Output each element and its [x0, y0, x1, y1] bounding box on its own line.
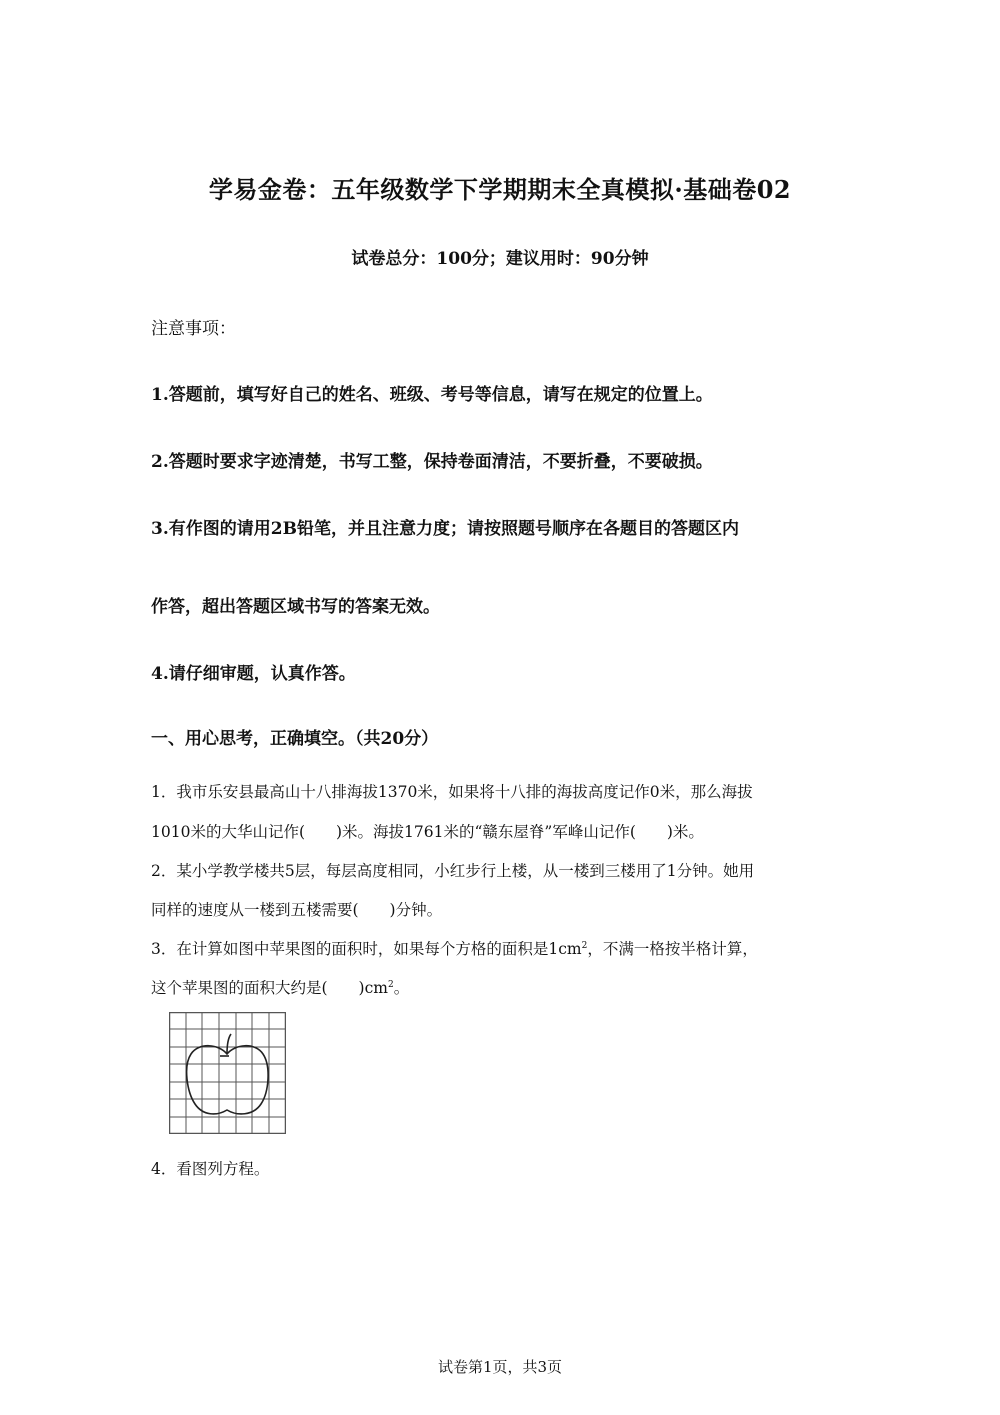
question-3-line-2: 这个苹果图的面积大约是( )$cm^2$。 — [151, 979, 410, 997]
superscript: 2 — [387, 980, 394, 990]
note-item: 4.请仔细审题，认真作答。 — [151, 664, 356, 684]
note-item: 1.答题前，填写好自己的姓名、班级、考号等信息，请写在规定的位置上。 — [151, 385, 713, 405]
exam-info: 试卷总分：100分；建议用时：90分钟 — [351, 249, 649, 269]
note-item: 3.有作图的请用2B铅笔，并且注意力度；请按照题号顺序在各题目的答题区内 — [151, 519, 739, 539]
superscript: 2 — [581, 941, 588, 951]
question-4: 4．看图列方程。 — [151, 1160, 270, 1178]
question-1-line-1: 1．我市乐安县最高山十八排海拔1370米，如果将十八排的海拔高度记作0米，那么海拔 — [151, 783, 753, 801]
question-3-line-1: 3．在计算如图中苹果图的面积时，如果每个方格的面积是$1cm^2$，不满一格按半格计算， — [151, 940, 758, 958]
apple-outline — [187, 1034, 268, 1114]
question-1-line-2: 1010米的大华山记作( )米。海拔1761米的“赣东屋脊”军峰山记作( )米。 — [151, 823, 704, 841]
note-item: 2.答题时要求字迹清楚，书写工整，保持卷面清洁，不要折叠，不要破损。 — [151, 452, 713, 472]
notes-heading: 注意事项： — [151, 319, 236, 339]
page-footer: 试卷第1页，共3页 — [437, 1358, 563, 1376]
note-item: 作答，超出答题区域书写的答案无效。 — [151, 597, 440, 617]
question-2-line-1: 2．某小学教学楼共5层，每层高度相同，小红步行上楼，从一楼到三楼用了1分钟。她用 — [151, 862, 755, 880]
section-heading: 一、用心思考，正确填空。（共20分） — [151, 729, 439, 749]
question-2-line-2: 同样的速度从一楼到五楼需要( )分钟。 — [151, 901, 443, 919]
page-title: 学易金卷：五年级数学下学期期末全真模拟·基础卷02 — [208, 175, 792, 204]
apple-grid-figure — [169, 1012, 286, 1134]
apple-on-grid-icon — [169, 1012, 286, 1134]
